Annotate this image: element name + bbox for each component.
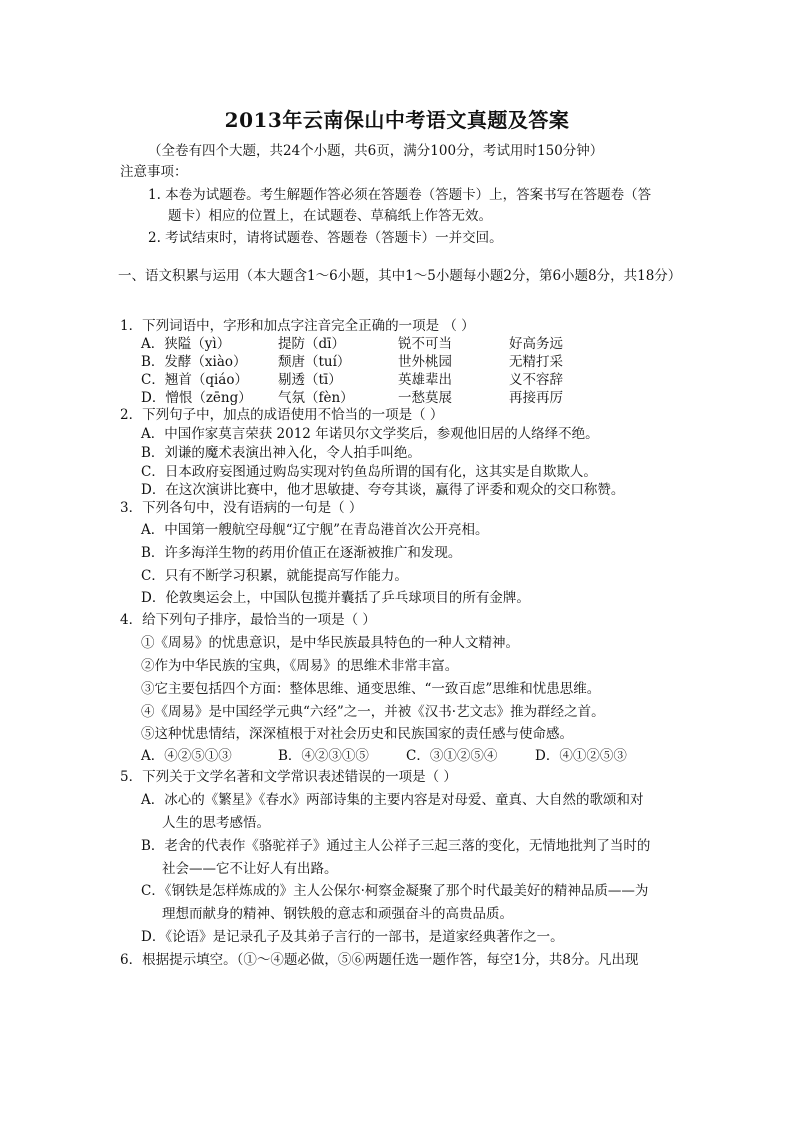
q4-option-b: B．④②③①⑤ <box>278 748 369 764</box>
q4-sentence-4: ④《周易》是中国经学元典“六经”之一，并被《汉书·艺文志》推为群经之首。 <box>141 704 605 720</box>
page-title: 2013年云南保山中考语文真题及答案 <box>224 108 570 132</box>
q4-option-a: A．④②⑤①③ <box>141 748 232 764</box>
q2-option-b: B．刘谦的魔术表演出神入化，令人拍手叫绝。 <box>141 445 421 461</box>
q1-a-4: 好高务远 <box>509 336 563 352</box>
q5-option-d: D．《论语》是记录孔子及其弟子言行的一部书，是道家经典著作之一。 <box>141 929 564 945</box>
q1-b-1: B．发酵（xiào） <box>141 354 247 370</box>
notes-heading: 注意事项： <box>120 164 188 180</box>
q1-option-d <box>141 389 661 407</box>
q1-c-3: 英雄辈出 <box>398 372 452 388</box>
q3-option-b: B．许多海洋生物的药用价值正在逐渐被推广和发现。 <box>141 545 462 561</box>
note-2: 2. 考试结束时，请将试题卷、答题卷（答题卡）一并交回。 <box>148 230 503 246</box>
q4-sentence-3: ③它主要包括四个方面：整体思维、通变思维、“一致百虑”思维和忧患思维。 <box>141 681 601 697</box>
q1-b-3: 世外桃园 <box>398 354 452 370</box>
q1-c-4: 义不容辞 <box>509 372 563 388</box>
note-1-line-1: 1. 本卷为试题卷。考生解题作答必须在答题卷（答题卡）上，答案书写在答题卷（答 <box>148 187 652 203</box>
q1-d-1: D．憎恨（zēng） <box>141 390 252 406</box>
q5-option-c-line-2: 理想而献身的精神、钢铁般的意志和顽强奋斗的高贵品质。 <box>162 906 513 922</box>
q1-option-c <box>141 371 661 389</box>
q4-sentence-1: ①《周易》的忧患意识，是中华民族最具特色的一种人文精神。 <box>141 635 519 651</box>
q1-c-1: C．翘首（qiáo） <box>141 372 248 388</box>
q1-a-2: 提防（dī） <box>278 336 345 352</box>
q3-option-c: C．只有不断学习积累，就能提高写作能力。 <box>141 568 408 584</box>
q5-option-a-line-2: 人生的思考感悟。 <box>162 815 270 831</box>
q1-d-4: 再接再厉 <box>509 390 563 406</box>
q1-b-4: 无精打采 <box>509 354 563 370</box>
q1-a-3: 锐不可当 <box>398 336 452 352</box>
q3-option-d: D．伦敦奥运会上，中国队包揽并囊括了乒乓球项目的所有金牌。 <box>141 590 530 606</box>
q4-option-c: C．③①②⑤④ <box>406 748 498 764</box>
q2-option-d: D．在这次演讲比赛中，他才思敏捷、夸夸其谈，赢得了评委和观众的交口称赞。 <box>141 482 625 498</box>
q6-stem: 6．根据提示填空。（①～④题必做，⑤⑥两题任选一题作答，每空1分，共8分。凡出现 <box>120 952 639 968</box>
q4-option-d: D．④①②⑤③ <box>535 748 627 764</box>
q5-option-b-line-2: 社会——它不让好人有出路。 <box>162 861 338 877</box>
q1-option-b <box>141 353 661 371</box>
section-1-heading: 一、语文积累与运用（本大题含1～6小题，其中1～5小题每小题2分，第6小题8分，共18分） <box>118 268 682 284</box>
exam-subtitle: （全卷有四个大题，共24个小题，共6页，满分100分，考试用时150分钟） <box>148 143 604 159</box>
q2-stem: 2．下列句子中，加点的成语使用不恰当的一项是（ ） <box>120 407 444 423</box>
q4-sentence-5: ⑤这种忧患情结，深深植根于对社会历史和民族国家的责任感与使命感。 <box>141 726 573 742</box>
note-1-line-2: 题卡）相应的位置上，在试题卷、草稿纸上作答无效。 <box>168 208 492 224</box>
q5-option-b-line-1: B．老舍的代表作《骆驼祥子》通过主人公祥子三起三落的变化，无情地批判了当时的 <box>141 838 651 854</box>
q2-option-a: A．中国作家莫言荣获 2012 年诺贝尔文学奖后，参观他旧居的人络绎不绝。 <box>141 426 599 442</box>
q1-options <box>141 335 661 407</box>
q1-stem: 1．下列词语中，字形和加点字注音完全正确的一项是 （ ） <box>120 318 475 334</box>
q1-d-3: 一愁莫展 <box>398 390 452 406</box>
q1-option-a <box>141 335 661 353</box>
q5-option-c-line-1: C．《钢铁是怎样炼成的》主人公保尔·柯察金凝聚了那个时代最美好的精神品质——为 <box>141 883 649 899</box>
q4-stem: 4．给下列句子排序，最恰当的一项是（ ） <box>120 612 376 628</box>
q4-options <box>141 747 661 765</box>
q3-stem: 3．下列各句中，没有语病的一句是（ ） <box>120 500 363 516</box>
q5-option-a-line-1: A．冰心的《繁星》《春水》两部诗集的主要内容是对母爱、童真、大自然的歌颂和对 <box>141 792 644 808</box>
q4-sentence-2: ②作为中华民族的宝典，《周易》的思维术非常丰富。 <box>141 658 459 674</box>
q5-stem: 5．下列关于文学名著和文学常识表述错误的一项是（ ） <box>120 769 457 785</box>
q2-option-c: C．日本政府妄图通过购岛实现对钓鱼岛所谓的国有化，这其实是自欺欺人。 <box>141 464 597 480</box>
q1-a-1: A．狭隘（yì） <box>141 336 231 352</box>
q1-c-2: 剔透（tī） <box>278 372 342 388</box>
q3-option-a: A．中国第一艘航空母舰“辽宁舰”在青岛港首次公开亮相。 <box>141 522 489 538</box>
q1-b-2: 颓唐（tuí） <box>278 354 351 370</box>
q1-d-2: 气氛（fèn） <box>278 390 354 406</box>
